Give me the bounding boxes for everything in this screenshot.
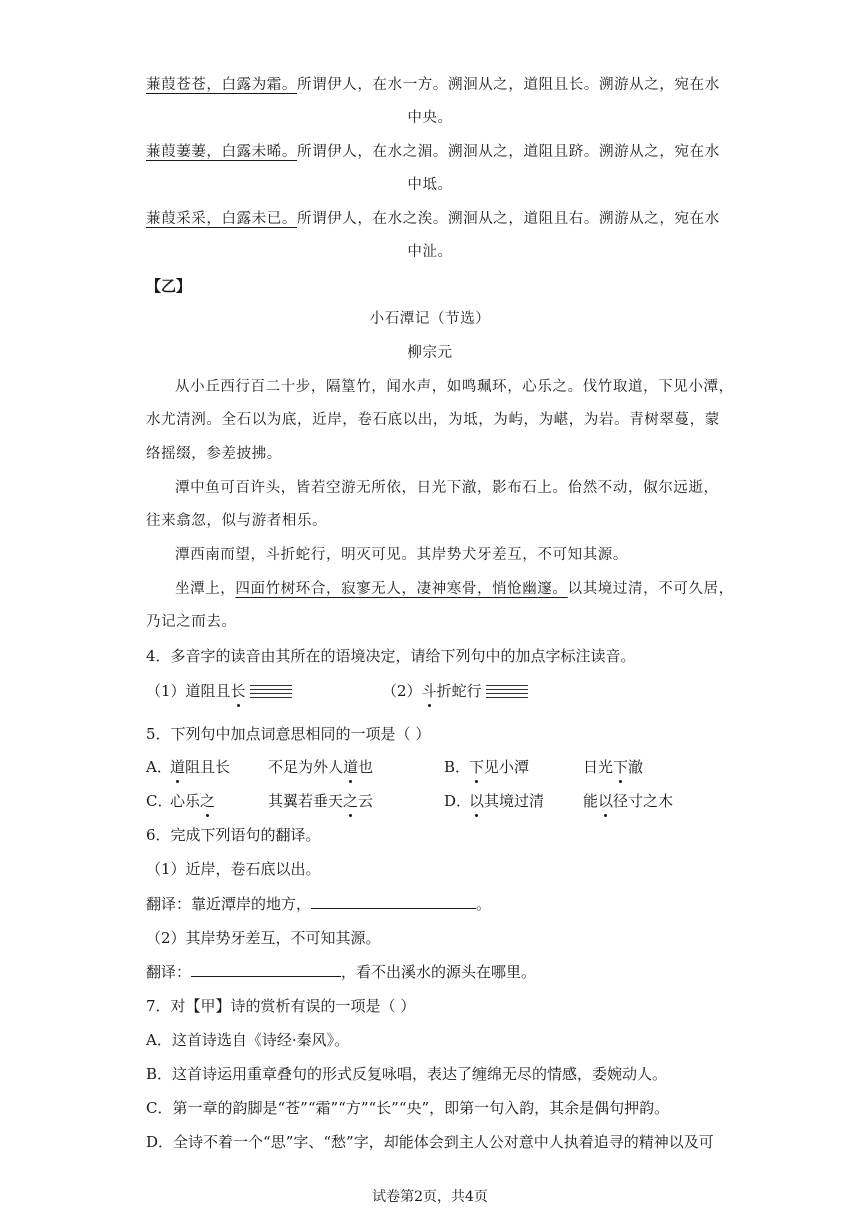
option-b-phrase-2: 日光下澈	[583, 758, 644, 776]
option-a-phrase-2: 不足为外人道也	[268, 758, 374, 776]
poem-underlined-phrase: 蒹葭萋萋，白露未晞。	[146, 144, 297, 160]
question-5-stem: 5．下列句中加点词意思相同的一项是（ ）	[146, 725, 431, 743]
poem-stanza-2-line-1: 蒹葭萋萋，白露未晞。所谓伊人，在水之湄。溯洄从之，道阻且跻。溯游从之，宛在水	[146, 144, 720, 160]
option-c-phrase-2: 其翼若垂天之云	[268, 792, 374, 810]
poem-stanza-1-line-2: 中央。	[407, 110, 453, 126]
question-7-option-b: B．这首诗运用重章叠句的形式反复咏唱，表达了缠绵无尽的情感，委婉动人。	[146, 1065, 668, 1083]
option-c-phrase-1: 心乐之	[170, 792, 216, 810]
passage-p1-line-3: 络摇缀，参差披拂。	[146, 446, 282, 462]
answer-blank[interactable]	[311, 894, 476, 909]
poem-underlined-phrase: 蒹葭采采，白露未已。	[146, 211, 297, 227]
poem-stanza-3-line-2: 中沚。	[407, 244, 453, 260]
question-4-item-2: （2）斗折蛇行	[382, 680, 528, 702]
option-a-label: A．	[146, 758, 172, 776]
dotted-char: 斗	[421, 682, 437, 700]
question-4-stem: 4．多音字的读音由其所在的语境决定，请给下列句中的加点字标注读音。	[146, 647, 636, 665]
passage-author: 柳宗元	[407, 345, 453, 361]
poem-stanza-1-line-1: 蒹葭苍苍，白露为霜。所谓伊人，在水一方。溯洄从之，道阻且长。溯游从之，宛在水	[146, 77, 720, 93]
poem-stanza-3-line-1: 蒹葭采采，白露未已。所谓伊人，在水之涘。溯洄从之，道阻且右。溯游从之，宛在水	[146, 211, 720, 227]
answer-blank-lines[interactable]	[486, 682, 528, 702]
option-d-phrase-2: 能以径寸之木	[583, 792, 674, 810]
passage-underlined-phrase: 四面竹树环合，寂寥无人，凄神寒骨，悄怆幽邃。	[235, 581, 568, 597]
passage-p2-line-2: 往来翕忽，似与游者相乐。	[146, 513, 328, 529]
question-7-stem: 7．对【甲】诗的赏析有误的一项是（ ）	[146, 997, 416, 1015]
question-6-item-2: （2）其岸势牙差互，不可知其源。	[146, 929, 381, 947]
option-c-label: C．	[146, 792, 173, 810]
option-d-label: D．	[444, 792, 472, 810]
option-a-phrase-1: 道阻且长	[170, 758, 231, 776]
passage-title: 小石潭记（节选）	[369, 311, 491, 327]
passage-p4-line-1: 坐潭上，四面竹树环合，寂寥无人，凄神寒骨，悄怆幽邃。以其境过清，不可久居，	[175, 581, 734, 597]
question-6-stem: 6．完成下列语句的翻译。	[146, 826, 321, 844]
option-b-phrase-1: 下见小潭	[469, 758, 530, 776]
answer-blank-lines[interactable]	[250, 682, 292, 702]
dotted-char: 长	[230, 682, 246, 700]
passage-p1-line-1: 从小丘西行百二十步，隔篁竹，闻水声，如鸣珮环，心乐之。伐竹取道，下见小潭，	[175, 379, 734, 395]
section-label-yi: 【乙】	[146, 277, 192, 295]
poem-underlined-phrase: 蒹葭苍苍，白露为霜。	[146, 77, 297, 93]
question-7-option-c: C．第一章的韵脚是“苍”“霜”“方”“长”“央”，即第一句入韵，其余是偶句押韵。	[146, 1099, 670, 1117]
question-6-translation-1: 翻译：靠近潭岸的地方， 。	[146, 895, 492, 913]
question-7-option-d: D．全诗不着一个“思”字、“愁”字，却能体会到主人公对意中人执着追寻的精神以及可	[146, 1133, 714, 1151]
passage-p2-line-1: 潭中鱼可百许头，皆若空游无所依，日光下澈，影布石上。佁然不动，俶尔远逝，	[175, 480, 719, 496]
passage-p1-line-2: 水尤清洌。全石以为底，近岸，卷石底以出，为坻，为屿，为嵁，为岩。青树翠蔓，蒙	[146, 412, 720, 428]
question-6-item-1: （1）近岸，卷石底以出。	[146, 860, 321, 878]
question-7-option-a: A．这首诗选自《诗经·秦风》。	[146, 1031, 350, 1049]
option-b-label: B．	[444, 758, 471, 776]
passage-p4-line-2: 乃记之而去。	[146, 614, 237, 630]
page-footer: 试卷第2页，共4页	[372, 1189, 488, 1205]
option-d-phrase-1: 以其境过清	[469, 792, 545, 810]
answer-blank[interactable]	[191, 962, 341, 977]
passage-p3-line-1: 潭西南而望，斗折蛇行，明灭可见。其岸势犬牙差互，不可知其源。	[175, 547, 628, 563]
question-6-translation-2: 翻译： ，看不出溪水的源头在哪里。	[146, 963, 537, 981]
question-4-item-1: （1）道阻且长	[146, 680, 292, 702]
poem-stanza-2-line-2: 中坻。	[407, 177, 453, 193]
